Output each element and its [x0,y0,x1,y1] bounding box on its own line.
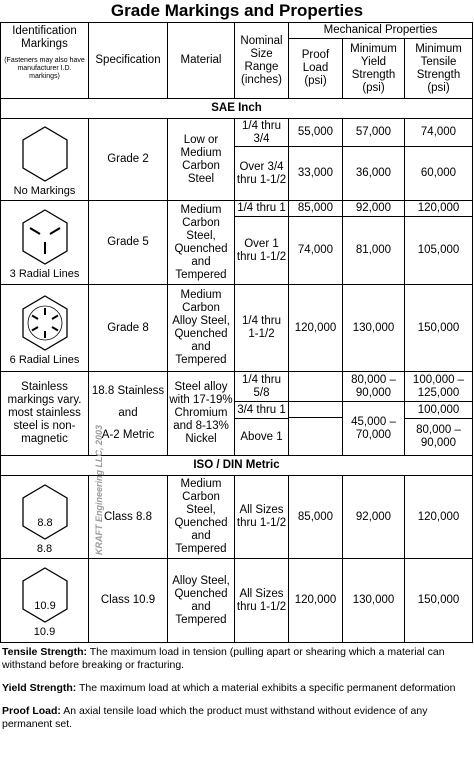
size-cell: Over 1 thru 1-1/2 [235,217,289,285]
definition-term: Proof Load: [2,705,61,717]
tensile-cell: 120,000 [405,201,473,217]
tensile-cell: 80,000 – 90,000 [405,419,473,456]
yield-cell: 81,000 [343,217,405,285]
size-cell: All Sizes thru 1-1/2 [235,476,289,559]
yield-cell: 36,000 [343,147,405,201]
size-cell: 3/4 thru 1 [235,402,289,419]
proof-cell-empty [289,372,343,456]
material-cell: Medium Carbon Steel, Quenched and Tempered [168,201,235,285]
size-cell: 1/4 thru 3/4 [235,119,289,147]
definition-proof [2,705,472,731]
proof-cell: 85,000 [289,201,343,217]
definition-tensile [2,646,472,672]
size-cell: 1/4 thru 5/8 [235,372,289,402]
marking-label: 10.9 [33,626,56,638]
marking-grade-5 [1,201,89,285]
tensile-cell: 105,000 [405,217,473,285]
grade-table [0,22,473,643]
header-mechanical: Mechanical Properties [289,23,473,39]
marking-label: 3 Radial Lines [9,268,80,280]
material-cell: Medium Carbon Steel, Quenched and Tempered [168,476,235,559]
hex-marking-text: 8.8 [36,516,53,529]
yield-cell: 45,000 – 70,000 [343,402,405,456]
hex-class-8-8-icon [20,483,70,541]
marking-grade-2 [1,119,89,201]
marking-stainless: Stainless markings vary. most stainless steel is non-magnetic [1,372,89,456]
size-cell: All Sizes thru 1-1/2 [235,559,289,643]
yield-cell: 80,000 – 90,000 [343,372,405,402]
definition-term: Tensile Strength: [2,646,87,658]
marking-label: 8.8 [36,542,53,555]
marking-grade-8 [1,285,89,372]
marking-label: No Markings [13,185,76,197]
section-sae-inch: SAE Inch [1,99,473,119]
definition-text: An axial tensile load which the product must withstand without evidence of any permanent set. [2,705,428,730]
yield-cell: 92,000 [343,476,405,559]
spec-line: A-2 Metric [101,429,155,441]
yield-cell: 57,000 [343,119,405,147]
tensile-cell: 150,000 [405,559,473,643]
definition-text: The maximum load in tension (pulling apart or shearing which a material can withstand before breaking or fracturing. [2,646,445,671]
hex-head-icon [20,125,70,183]
spec-line: 18.8 Stainless [91,385,165,397]
definition-term: Yield Strength: [2,682,77,694]
yield-cell: 92,000 [343,201,405,217]
spec-line: and [118,407,138,419]
size-cell: Over 3/4 thru 1-1/2 [235,147,289,201]
tensile-cell: 100,000 [405,402,473,419]
material-cell: Alloy Steel, Quenched and Tempered [168,559,235,643]
hex-marking-text: 10.9 [33,600,56,612]
tensile-cell: 120,000 [405,476,473,559]
tensile-cell: 60,000 [405,147,473,201]
header-identification [1,23,89,99]
hex-six-lines-icon [20,294,70,352]
proof-cell: 74,000 [289,217,343,285]
proof-cell: 33,000 [289,147,343,201]
tensile-cell: 100,000 – 125,000 [405,372,473,402]
tensile-cell: 150,000 [405,285,473,372]
spec-cell: Class 10.9 [89,559,168,643]
spec-cell: Grade 2 [89,119,168,201]
header-specification: Specification [89,23,168,99]
hex-class-10-9-icon [20,566,70,624]
definition-text: The maximum load at which a material exhibits a specific permanent deformation [76,682,456,694]
header-nominal-size: Nominal Size Range (inches) [235,23,289,99]
material-cell: Steel alloy with 17-19% Chromium and 8-13% Nickel [168,372,235,456]
page-title: Grade Markings and Properties [110,1,364,20]
yield-cell: 130,000 [343,285,405,372]
size-cell: Above 1 [235,419,289,456]
header-identification-note: (Fasteners may also have manufacturer I.D. markings) [4,57,85,80]
material-cell: Low or Medium Carbon Steel [168,119,235,201]
yield-cell: 130,000 [343,559,405,643]
proof-cell: 85,000 [289,476,343,559]
size-cell: 1/4 thru 1-1/2 [235,285,289,372]
size-cell: 1/4 thru 1 [235,201,289,217]
watermark-text: KRAFT Engineering LLC, 2003 [94,424,104,556]
definitions [2,646,472,741]
hex-three-lines-icon [20,208,70,266]
watermark [89,420,104,570]
header-identification-label: Identification Markings [12,25,77,50]
definition-yield [2,682,472,695]
proof-cell: 55,000 [289,119,343,147]
spec-cell: Grade 8 [89,285,168,372]
proof-cell: 120,000 [289,559,343,643]
header-yield: Minimum Yield Strength (psi) [343,39,405,99]
section-iso-metric: ISO / DIN Metric [1,456,473,476]
marking-class-8-8 [1,476,89,559]
spec-cell: Class 8.8 [89,476,168,559]
spec-cell: Grade 5 [89,201,168,285]
header-proof-load: Proof Load (psi) [289,39,343,99]
proof-cell: 120,000 [289,285,343,372]
marking-class-10-9 [1,559,89,643]
header-tensile: Minimum Tensile Strength (psi) [405,39,473,99]
header-material: Material [168,23,235,99]
tensile-cell: 74,000 [405,119,473,147]
marking-label: 6 Radial Lines [9,353,80,366]
material-cell: Medium Carbon Alloy Steel, Quenched and Tempered [168,285,235,372]
